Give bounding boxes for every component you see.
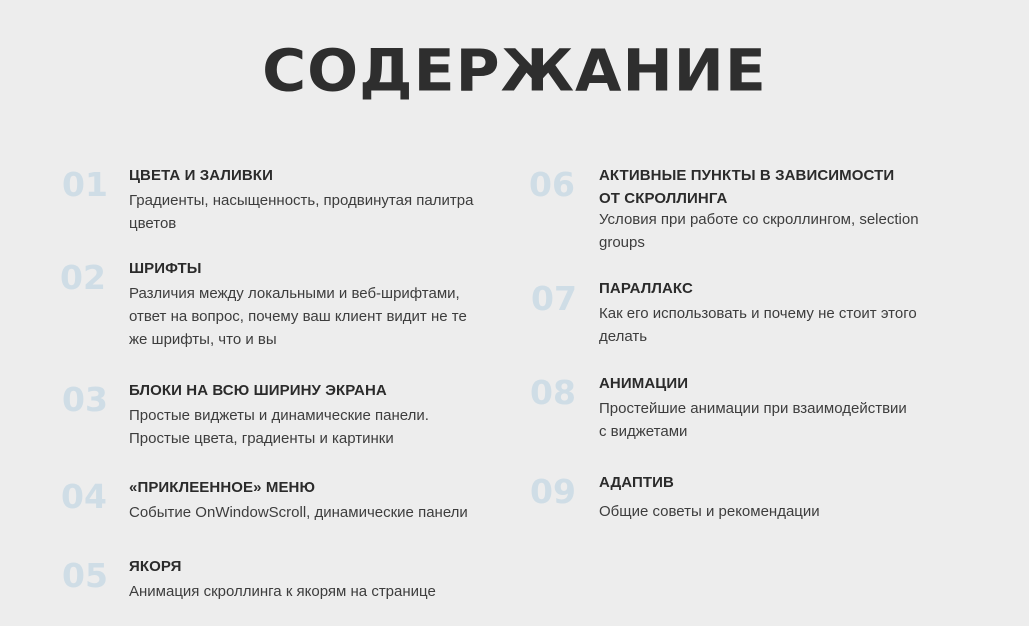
item-description-line: groups	[599, 234, 645, 251]
item-description-line: Как его использовать и почему не стоит этого	[599, 305, 917, 322]
item-number: 05	[62, 556, 108, 595]
item-description-line: Простейшие анимации при взаимодействии	[599, 400, 907, 417]
item-number: 02	[60, 258, 106, 297]
item-description-line: Простые виджеты и динамические панели.	[129, 407, 429, 424]
item-heading-line: ОТ СКРОЛЛИНГА	[599, 190, 728, 207]
item-description-line: Анимация скроллинга к якорям на странице	[129, 583, 436, 600]
item-description-line: цветов	[129, 215, 177, 232]
item-description-line: делать	[599, 328, 648, 345]
item-heading-line: АКТИВНЫЕ ПУНКТЫ В ЗАВИСИМОСТИ	[599, 167, 895, 184]
item-number: 01	[62, 165, 108, 204]
item-heading: «ПРИКЛЕЕННОЕ» МЕНЮ	[129, 479, 316, 496]
item-heading: БЛОКИ НА ВСЮ ШИРИНУ ЭКРАНА	[129, 382, 387, 399]
item-heading: ЦВЕТА И ЗАЛИВКИ	[129, 167, 273, 184]
item-description-line: с виджетами	[599, 423, 688, 440]
item-description-line: ответ на вопрос, почему ваш клиент видит не те	[129, 308, 467, 325]
item-heading: АДАПТИВ	[599, 474, 674, 491]
item-number: 07	[531, 279, 577, 318]
item-number: 09	[530, 472, 576, 511]
item-number: 06	[529, 165, 575, 204]
item-description-line: Простые цвета, градиенты и картинки	[129, 430, 394, 447]
item-description-line: Различия между локальными и веб-шрифтами,	[129, 285, 460, 302]
item-description-line: же шрифты, что и вы	[129, 331, 277, 348]
item-description-line: Общие советы и рекомендации	[599, 503, 820, 520]
item-number: 03	[62, 380, 108, 419]
item-number: 04	[61, 477, 107, 516]
page-title: СОДЕРЖАНИЕ	[262, 37, 767, 105]
item-number: 08	[530, 373, 576, 412]
item-heading: АНИМАЦИИ	[599, 375, 689, 392]
item-description-line: Градиенты, насыщенность, продвинутая палитра	[129, 192, 474, 209]
item-heading: ПАРАЛЛАКС	[599, 280, 693, 297]
item-heading: ЯКОРЯ	[129, 558, 182, 575]
item-heading: ШРИФТЫ	[129, 260, 202, 277]
item-description-line: Условия при работе со скроллингом, selection	[599, 211, 919, 228]
item-description-line: Событие OnWindowScroll, динамические панели	[129, 504, 468, 521]
